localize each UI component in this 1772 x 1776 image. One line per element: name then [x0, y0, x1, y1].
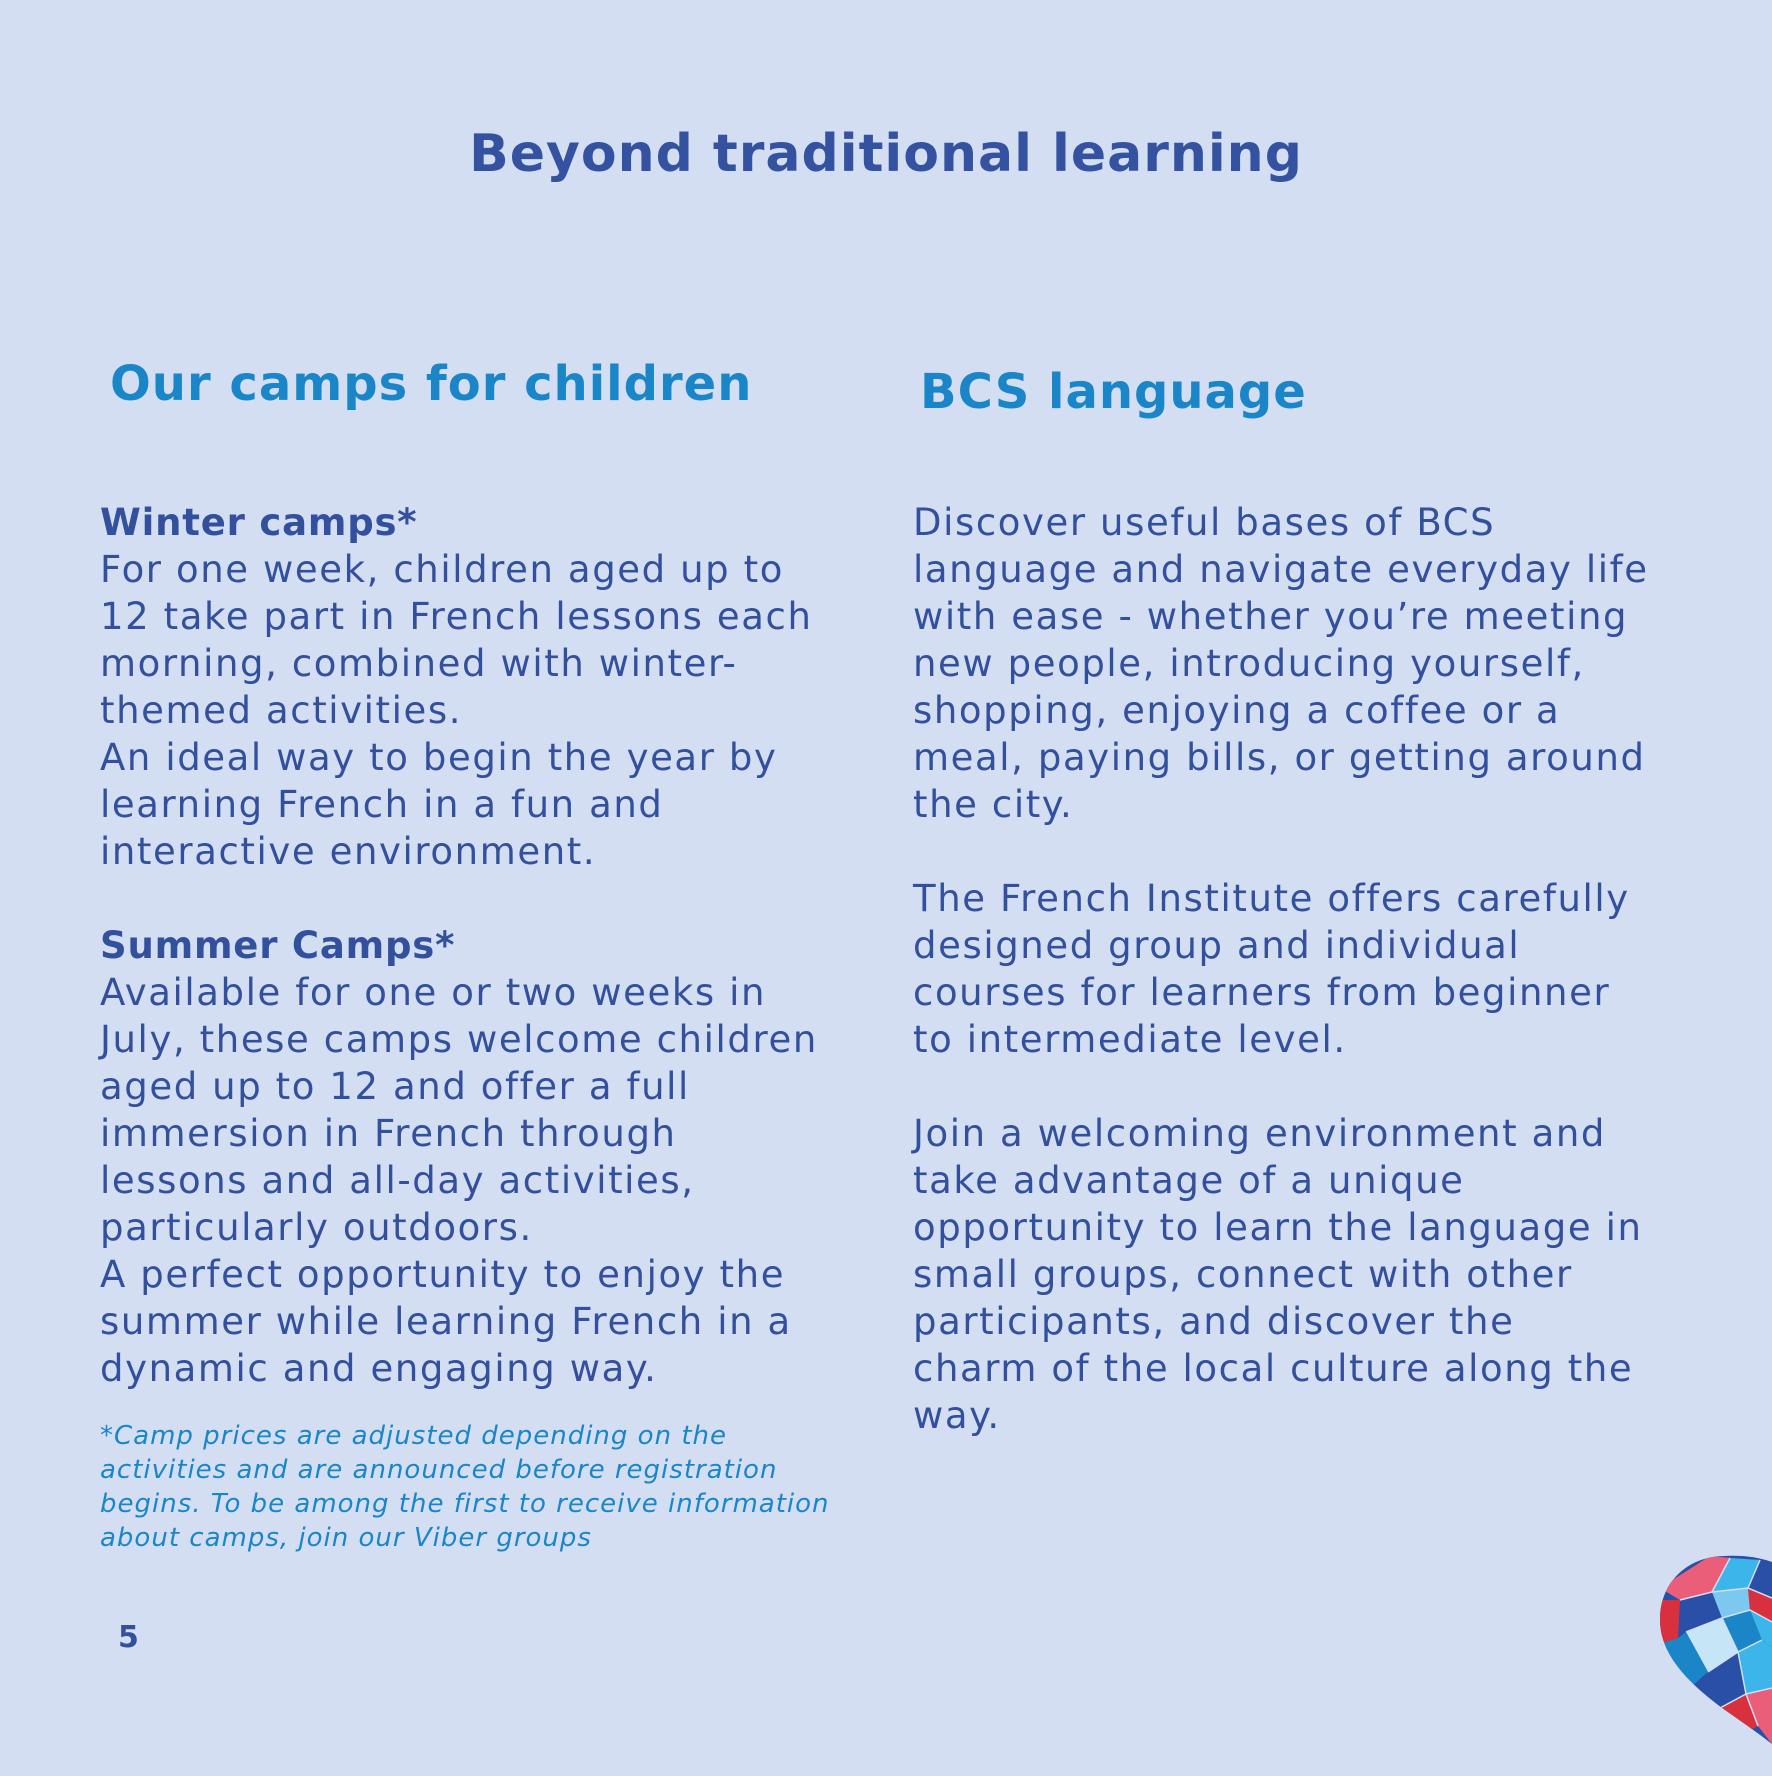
bcs-line: designed group and individual: [913, 924, 1521, 967]
bcs-line: language and navigate everyday life: [913, 548, 1649, 591]
bcs-line: participants, and discover the: [913, 1300, 1515, 1343]
camps-heading: Our camps for children: [110, 356, 753, 412]
page-number: 5: [118, 1620, 139, 1655]
summer-line: aged up to 12 and offer a full: [100, 1065, 690, 1108]
winter-line: themed activities.: [100, 689, 463, 732]
bcs-line: The French Institute offers carefully: [913, 877, 1630, 920]
spacer: [913, 1063, 1673, 1110]
camps-footnote: [100, 1419, 840, 1555]
page-title: Beyond traditional learning: [469, 124, 1303, 184]
bcs-paragraph: [913, 875, 1673, 1063]
camps-column: [100, 499, 840, 1392]
bcs-line: take advantage of a unique: [913, 1159, 1465, 1202]
summer-line: summer while learning French in a: [100, 1300, 792, 1343]
summer-line: A perfect opportunity to enjoy the: [100, 1253, 786, 1296]
bcs-column: [913, 499, 1673, 1439]
winter-camps-section: [100, 499, 840, 875]
footnote-line: about camps, join our Viber groups: [100, 1523, 592, 1553]
winter-line: interactive environment.: [100, 830, 597, 873]
summer-line: July, these camps welcome children: [100, 1018, 818, 1061]
bcs-line: Join a welcoming environment and: [913, 1112, 1606, 1155]
bcs-line: shopping, enjoying a coffee or a: [913, 689, 1561, 732]
bcs-line: to intermediate level.: [913, 1018, 1347, 1061]
spacer: [913, 828, 1673, 875]
winter-line: For one week, children aged up to: [100, 548, 784, 591]
summer-line: lessons and all-day activities,: [100, 1159, 695, 1202]
footnote-line: *Camp prices are adjusted depending on the: [100, 1421, 727, 1451]
bcs-line: way.: [913, 1394, 1001, 1437]
summer-camps-title: Summer Camps*: [100, 924, 456, 967]
bcs-line: the city.: [913, 783, 1074, 826]
spacer: [100, 875, 840, 922]
bcs-heading: BCS language: [920, 364, 1307, 420]
bcs-line: meal, paying bills, or getting around: [913, 736, 1646, 779]
winter-line: morning, combined with winter-: [100, 642, 738, 685]
bcs-line: opportunity to learn the language in: [913, 1206, 1643, 1249]
winter-line: learning French in a fun and: [100, 783, 664, 826]
bcs-line: courses for learners from beginner: [913, 971, 1611, 1014]
bcs-line: with ease - whether you’re meeting: [913, 595, 1629, 638]
bcs-line: charm of the local culture along the: [913, 1347, 1634, 1390]
winter-line: 12 take part in French lessons each: [100, 595, 813, 638]
winter-line: An ideal way to begin the year by: [100, 736, 778, 779]
bcs-line: new people, introducing yourself,: [913, 642, 1585, 685]
footnote-line: activities and are announced before registration: [100, 1455, 778, 1485]
summer-line: Available for one or two weeks in: [100, 971, 767, 1014]
bcs-line: small groups, connect with other: [913, 1253, 1573, 1296]
bcs-paragraph: [913, 1110, 1673, 1439]
bcs-line: Discover useful bases of BCS: [913, 501, 1496, 544]
summer-line: immersion in French through: [100, 1112, 677, 1155]
summer-line: particularly outdoors.: [100, 1206, 533, 1249]
summer-camps-section: [100, 922, 840, 1392]
bcs-paragraph: [913, 499, 1673, 828]
summer-line: dynamic and engaging way.: [100, 1347, 658, 1390]
mosaic-heart-icon: [1650, 1548, 1772, 1772]
winter-camps-title: Winter camps*: [100, 501, 418, 544]
footnote-line: begins. To be among the first to receive information: [100, 1489, 830, 1519]
